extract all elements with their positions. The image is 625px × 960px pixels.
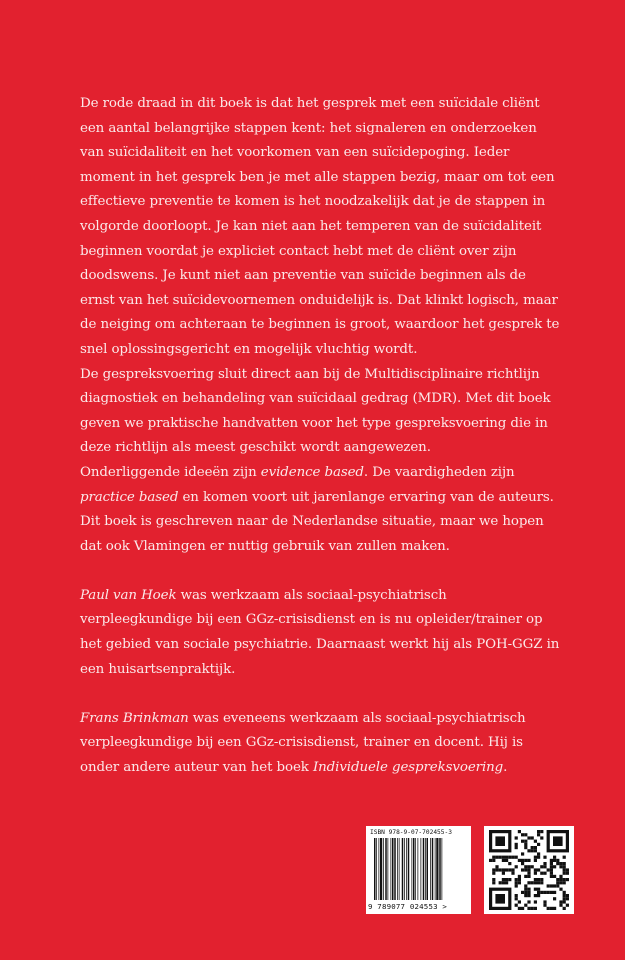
- qr-code-pattern: [489, 830, 569, 910]
- author-bio-1-text: was werkzaam als sociaal-psychiatrisch verpleegkundige bij een GGz-crisisdienst en is nu opleider/trainer op het gebied van sociale psychiatrie. Daarnaast werkt hij als POH-GGZ in een huisartsenpraktijk.: [80, 587, 560, 677]
- author-name-1: Paul van Hoek: [80, 587, 177, 603]
- paragraph-guideline: De gespreksvoering sluit direct aan bij de Multidisciplinaire richtlijn diagnostiek en behandeling van suïcidaal gedrag (MDR). Met dit boek geven we praktische handvatten voor het type gespreksvoering die in deze richtlijn als meest geschikt wordt aangewezen.: [80, 366, 551, 456]
- isbn-barcode: [366, 826, 471, 914]
- evidence-based-term: evidence based: [260, 464, 364, 480]
- author-bio-2: [80, 707, 560, 781]
- isbn-label: ISBN 978-9-07-702455-3: [370, 829, 452, 836]
- author-bio-2-end: .: [503, 760, 508, 776]
- evidence-text-a: Onderliggende ideeën zijn: [80, 464, 261, 480]
- practice-based-term: practice based: [80, 489, 179, 505]
- barcode-digits: 9 789077 024553 >: [368, 902, 448, 911]
- blurb-text: [80, 92, 560, 781]
- author-bio-1: [80, 584, 560, 682]
- author-bio-2-text: was eveneens werkzaam als sociaal-psychiatrisch verpleegkundige bij een GGz-crisisdienst, trainer en docent. Hij is onder andere auteur van het boek: [80, 710, 526, 776]
- paragraph-main: De rode draad in dit boek is dat het gesprek met een suïcidale cliënt een aantal belangrijke stappen kent: het signaleren en onderzoeken van suïcidaliteit en het voorkomen van een suïcidepoging. Ieder moment in het gesprek ben je met alle stappen bezig, maar om tot een effectieve preventie te komen is het noodzakelijk dat je de stappen in volgorde doorloopt. Je kan niet aan het temperen van de suïcidaliteit beginnen voordat je expliciet contact hebt met de cliënt over zijn doodswens. Je kunt niet aan preventie van suïcide beginnen als de ernst van het suïcidevoornemen onduidelijk is. Dat klinkt logisch, maar de neiging om achteraan te beginnen is groot, waardoor het gesprek te snel oplossingsgericht en mogelijk vluchtig wordt.: [80, 96, 560, 357]
- book-title-reference: Individuele gespreksvoering: [312, 760, 504, 776]
- barcode-bars: [374, 838, 464, 900]
- evidence-text-c: en komen voort uit jarenlange ervaring van de auteurs.: [178, 489, 554, 505]
- paragraph-evidence: [80, 461, 560, 510]
- author-name-2: Frans Brinkman: [80, 710, 189, 726]
- evidence-text-b: . De vaardigheden zijn: [363, 464, 515, 480]
- qr-code: [484, 826, 574, 914]
- paragraph-flanders: Dit boek is geschreven naar de Nederlandse situatie, maar we hopen dat ook Vlamingen er nuttig gebruik van zullen maken.: [80, 514, 544, 554]
